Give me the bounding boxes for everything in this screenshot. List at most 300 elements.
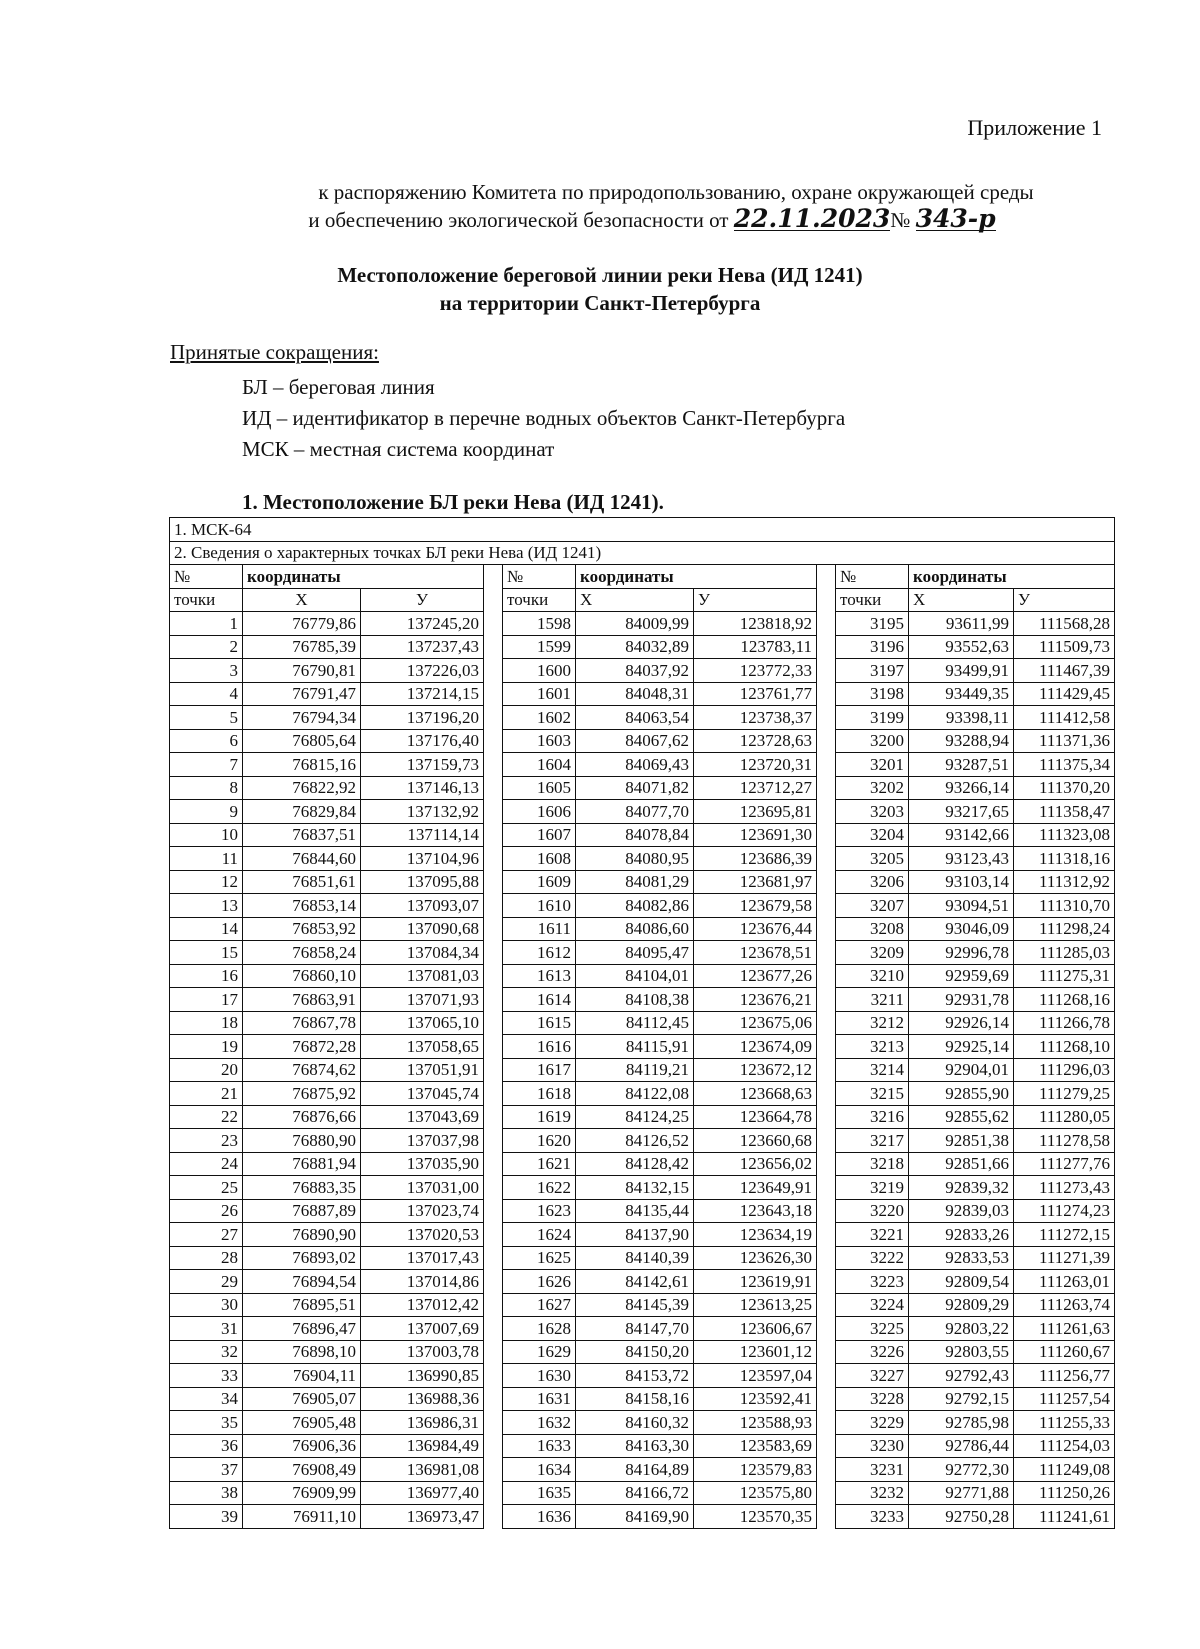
- y-coordinate-cell: 111268,16: [1014, 988, 1115, 1012]
- y-coordinate-cell: 111323,08: [1014, 823, 1115, 847]
- document-title: [0, 261, 1200, 317]
- column-gap: [817, 1387, 836, 1411]
- column-gap: [817, 1129, 836, 1153]
- col-point-header: точки: [836, 588, 909, 612]
- point-number-cell: 20: [170, 1058, 243, 1082]
- point-number-cell: 3222: [836, 1246, 909, 1270]
- y-coordinate-cell: 123674,09: [694, 1035, 817, 1059]
- order-line-2: [0, 206, 1200, 234]
- y-coordinate-cell: 137045,74: [361, 1082, 484, 1106]
- y-coordinate-cell: 123738,37: [694, 706, 817, 730]
- point-number-cell: 3205: [836, 847, 909, 871]
- point-number-cell: 39: [170, 1505, 243, 1529]
- y-coordinate-cell: 111261,63: [1014, 1317, 1115, 1341]
- column-gap: [817, 1105, 836, 1129]
- x-coordinate-cell: 93103,14: [909, 870, 1014, 894]
- y-coordinate-cell: 137114,14: [361, 823, 484, 847]
- point-number-cell: 18: [170, 1011, 243, 1035]
- y-coordinate-cell: 123643,18: [694, 1199, 817, 1223]
- y-coordinate-cell: 123668,63: [694, 1082, 817, 1106]
- point-number-cell: 1600: [503, 659, 576, 683]
- col-coords-header: координаты: [576, 565, 817, 589]
- x-coordinate-cell: 84095,47: [576, 941, 694, 965]
- x-coordinate-cell: 93552,63: [909, 635, 1014, 659]
- x-coordinate-cell: 76881,94: [243, 1152, 361, 1176]
- point-number-cell: 1620: [503, 1129, 576, 1153]
- column-gap: [817, 635, 836, 659]
- x-coordinate-cell: 93094,51: [909, 894, 1014, 918]
- column-gap: [484, 1317, 503, 1341]
- x-coordinate-cell: 93142,66: [909, 823, 1014, 847]
- x-coordinate-cell: 92839,32: [909, 1176, 1014, 1200]
- point-number-cell: 3231: [836, 1458, 909, 1482]
- y-coordinate-cell: 111255,33: [1014, 1411, 1115, 1435]
- x-coordinate-cell: 92771,88: [909, 1481, 1014, 1505]
- point-number-cell: 36: [170, 1434, 243, 1458]
- x-coordinate-cell: 92904,01: [909, 1058, 1014, 1082]
- y-coordinate-cell: 123588,93: [694, 1411, 817, 1435]
- table-row: [170, 1458, 1115, 1482]
- x-coordinate-cell: 76898,10: [243, 1340, 361, 1364]
- table-row: [170, 1293, 1115, 1317]
- x-coordinate-cell: 84163,30: [576, 1434, 694, 1458]
- point-number-cell: 3202: [836, 776, 909, 800]
- point-number-cell: 32: [170, 1340, 243, 1364]
- x-coordinate-cell: 93499,91: [909, 659, 1014, 683]
- column-gap: [484, 1082, 503, 1106]
- y-coordinate-cell: 136984,49: [361, 1434, 484, 1458]
- x-coordinate-cell: 84158,16: [576, 1387, 694, 1411]
- y-coordinate-cell: 137020,53: [361, 1223, 484, 1247]
- column-gap: [817, 823, 836, 847]
- point-number-cell: 1628: [503, 1317, 576, 1341]
- point-number-cell: 28: [170, 1246, 243, 1270]
- table-row: [170, 706, 1115, 730]
- y-coordinate-cell: 123570,35: [694, 1505, 817, 1529]
- column-gap: [484, 964, 503, 988]
- x-coordinate-cell: 76909,99: [243, 1481, 361, 1505]
- x-coordinate-cell: 92931,78: [909, 988, 1014, 1012]
- point-number-cell: 3227: [836, 1364, 909, 1388]
- x-coordinate-cell: 76805,64: [243, 729, 361, 753]
- x-coordinate-cell: 76785,39: [243, 635, 361, 659]
- point-number-cell: 14: [170, 917, 243, 941]
- y-coordinate-cell: 137245,20: [361, 612, 484, 636]
- y-coordinate-cell: 111268,10: [1014, 1035, 1115, 1059]
- y-coordinate-cell: 123626,30: [694, 1246, 817, 1270]
- y-coordinate-cell: 123575,80: [694, 1481, 817, 1505]
- y-coordinate-cell: 137031,00: [361, 1176, 484, 1200]
- table-row: [170, 1082, 1115, 1106]
- y-coordinate-cell: 137017,43: [361, 1246, 484, 1270]
- y-coordinate-cell: 123649,91: [694, 1176, 817, 1200]
- y-coordinate-cell: 111277,76: [1014, 1152, 1115, 1176]
- point-number-cell: 1605: [503, 776, 576, 800]
- x-coordinate-cell: 84124,25: [576, 1105, 694, 1129]
- y-coordinate-cell: 137159,73: [361, 753, 484, 777]
- column-gap: [484, 1246, 503, 1270]
- y-coordinate-cell: 123597,04: [694, 1364, 817, 1388]
- point-number-cell: 3196: [836, 635, 909, 659]
- y-coordinate-cell: 137012,42: [361, 1293, 484, 1317]
- table-row: [170, 1317, 1115, 1341]
- point-number-cell: 1625: [503, 1246, 576, 1270]
- point-number-cell: 1602: [503, 706, 576, 730]
- column-gap: [817, 894, 836, 918]
- y-coordinate-cell: 137093,07: [361, 894, 484, 918]
- y-coordinate-cell: 123675,06: [694, 1011, 817, 1035]
- column-gap: [817, 1481, 836, 1505]
- y-coordinate-cell: 111263,74: [1014, 1293, 1115, 1317]
- column-gap: [484, 706, 503, 730]
- point-number-cell: 1599: [503, 635, 576, 659]
- y-coordinate-cell: 111249,08: [1014, 1458, 1115, 1482]
- y-coordinate-cell: 137014,86: [361, 1270, 484, 1294]
- y-coordinate-cell: 137196,20: [361, 706, 484, 730]
- point-number-cell: 23: [170, 1129, 243, 1153]
- column-gap: [484, 800, 503, 824]
- point-number-cell: 21: [170, 1082, 243, 1106]
- point-number-cell: 15: [170, 941, 243, 965]
- point-number-cell: 1612: [503, 941, 576, 965]
- x-coordinate-cell: 92851,38: [909, 1129, 1014, 1153]
- point-number-cell: 34: [170, 1387, 243, 1411]
- x-coordinate-cell: 84009,99: [576, 612, 694, 636]
- x-coordinate-cell: 93217,65: [909, 800, 1014, 824]
- column-gap: [817, 1434, 836, 1458]
- y-coordinate-cell: 111312,92: [1014, 870, 1115, 894]
- x-coordinate-cell: 76815,16: [243, 753, 361, 777]
- table-row: [170, 753, 1115, 777]
- x-coordinate-cell: 84063,54: [576, 706, 694, 730]
- y-coordinate-cell: 111254,03: [1014, 1434, 1115, 1458]
- x-coordinate-cell: 84081,29: [576, 870, 694, 894]
- order-line-1: к распоряжению Комитета по природопользованию, охране окружающей среды: [318, 180, 1034, 204]
- x-coordinate-cell: 76908,49: [243, 1458, 361, 1482]
- table-row: [170, 1129, 1115, 1153]
- x-coordinate-cell: 76853,14: [243, 894, 361, 918]
- point-number-cell: 24: [170, 1152, 243, 1176]
- point-number-cell: 35: [170, 1411, 243, 1435]
- y-coordinate-cell: 111260,67: [1014, 1340, 1115, 1364]
- point-number-cell: 1630: [503, 1364, 576, 1388]
- point-number-cell: 25: [170, 1176, 243, 1200]
- point-number-cell: 1604: [503, 753, 576, 777]
- column-gap: [484, 894, 503, 918]
- point-number-cell: 3218: [836, 1152, 909, 1176]
- y-coordinate-cell: 137090,68: [361, 917, 484, 941]
- table-row: [170, 894, 1115, 918]
- appendix-label: Приложение 1: [967, 115, 1102, 140]
- x-coordinate-cell: 76895,51: [243, 1293, 361, 1317]
- x-coordinate-cell: 84104,01: [576, 964, 694, 988]
- column-gap: [484, 1364, 503, 1388]
- point-number-cell: 3223: [836, 1270, 909, 1294]
- x-coordinate-cell: 92809,29: [909, 1293, 1014, 1317]
- point-number-cell: 1608: [503, 847, 576, 871]
- y-coordinate-cell: 123601,12: [694, 1340, 817, 1364]
- table-row: [170, 1340, 1115, 1364]
- point-number-cell: 33: [170, 1364, 243, 1388]
- y-coordinate-cell: 111285,03: [1014, 941, 1115, 965]
- table-row: [170, 659, 1115, 683]
- order-reference: [0, 178, 1200, 234]
- y-coordinate-cell: 111273,43: [1014, 1176, 1115, 1200]
- x-coordinate-cell: 76851,61: [243, 870, 361, 894]
- x-coordinate-cell: 76872,28: [243, 1035, 361, 1059]
- point-number-cell: 3197: [836, 659, 909, 683]
- x-coordinate-cell: 84048,31: [576, 682, 694, 706]
- x-coordinate-cell: 76863,91: [243, 988, 361, 1012]
- y-coordinate-cell: 123676,21: [694, 988, 817, 1012]
- y-coordinate-cell: 123579,83: [694, 1458, 817, 1482]
- column-gap: [817, 1270, 836, 1294]
- column-gap: [817, 988, 836, 1012]
- column-gap: [484, 847, 503, 871]
- y-coordinate-cell: 137023,74: [361, 1199, 484, 1223]
- x-coordinate-cell: 84086,60: [576, 917, 694, 941]
- x-coordinate-cell: 84082,86: [576, 894, 694, 918]
- column-gap: [817, 1364, 836, 1388]
- order-number: 343-р: [915, 204, 996, 233]
- x-coordinate-cell: 84142,61: [576, 1270, 694, 1294]
- x-coordinate-cell: 92750,28: [909, 1505, 1014, 1529]
- point-number-cell: 1603: [503, 729, 576, 753]
- column-gap: [817, 1223, 836, 1247]
- x-coordinate-cell: 84078,84: [576, 823, 694, 847]
- y-coordinate-cell: 111257,54: [1014, 1387, 1115, 1411]
- y-coordinate-cell: 111370,20: [1014, 776, 1115, 800]
- x-coordinate-cell: 76853,92: [243, 917, 361, 941]
- x-coordinate-cell: 93287,51: [909, 753, 1014, 777]
- abbreviations-list: [242, 372, 845, 465]
- point-number-cell: 37: [170, 1458, 243, 1482]
- coordinate-system-cell: 1. МСК-64: [170, 518, 1115, 542]
- point-number-cell: 3209: [836, 941, 909, 965]
- y-coordinate-cell: 136986,31: [361, 1411, 484, 1435]
- column-gap: [484, 1035, 503, 1059]
- column-gap: [484, 1129, 503, 1153]
- y-coordinate-cell: 111280,05: [1014, 1105, 1115, 1129]
- abbreviation-item: ИД – идентификатор в перечне водных объектов Санкт-Петербурга: [242, 406, 846, 430]
- table-row: [170, 847, 1115, 871]
- y-coordinate-cell: 111275,31: [1014, 964, 1115, 988]
- y-coordinate-cell: 123676,44: [694, 917, 817, 941]
- y-coordinate-cell: 123664,78: [694, 1105, 817, 1129]
- col-no-header: №: [836, 565, 909, 589]
- y-coordinate-cell: 111467,39: [1014, 659, 1115, 683]
- column-gap: [484, 941, 503, 965]
- x-coordinate-cell: 93288,94: [909, 729, 1014, 753]
- y-coordinate-cell: 111310,70: [1014, 894, 1115, 918]
- table-row: [170, 776, 1115, 800]
- x-coordinate-cell: 84140,39: [576, 1246, 694, 1270]
- abbreviation-item: БЛ – береговая линия: [242, 375, 435, 399]
- column-gap: [817, 870, 836, 894]
- x-coordinate-cell: 84166,72: [576, 1481, 694, 1505]
- x-coordinate-cell: 84115,91: [576, 1035, 694, 1059]
- column-gap: [817, 1199, 836, 1223]
- order-number-label: №: [890, 208, 911, 232]
- x-coordinate-cell: 84119,21: [576, 1058, 694, 1082]
- table-info-row: [170, 541, 1115, 565]
- x-coordinate-cell: 84164,89: [576, 1458, 694, 1482]
- x-coordinate-cell: 76893,02: [243, 1246, 361, 1270]
- y-coordinate-cell: 111278,58: [1014, 1129, 1115, 1153]
- y-coordinate-cell: 123695,81: [694, 800, 817, 824]
- y-coordinate-cell: 111296,03: [1014, 1058, 1115, 1082]
- column-gap: [817, 565, 836, 589]
- x-coordinate-cell: 76822,92: [243, 776, 361, 800]
- y-coordinate-cell: 137237,43: [361, 635, 484, 659]
- point-number-cell: 27: [170, 1223, 243, 1247]
- col-coords-header: координаты: [909, 565, 1115, 589]
- point-number-cell: 7: [170, 753, 243, 777]
- column-gap: [817, 612, 836, 636]
- x-coordinate-cell: 92855,62: [909, 1105, 1014, 1129]
- column-gap: [817, 706, 836, 730]
- y-coordinate-cell: 111274,23: [1014, 1199, 1115, 1223]
- y-coordinate-cell: 111272,15: [1014, 1223, 1115, 1247]
- table-row: [170, 1058, 1115, 1082]
- point-number-cell: 1610: [503, 894, 576, 918]
- y-coordinate-cell: 136981,08: [361, 1458, 484, 1482]
- x-coordinate-cell: 76860,10: [243, 964, 361, 988]
- y-coordinate-cell: 123772,33: [694, 659, 817, 683]
- y-coordinate-cell: 137226,03: [361, 659, 484, 683]
- y-coordinate-cell: 123592,41: [694, 1387, 817, 1411]
- point-number-cell: 1624: [503, 1223, 576, 1247]
- y-coordinate-cell: 123656,02: [694, 1152, 817, 1176]
- point-number-cell: 3211: [836, 988, 909, 1012]
- point-number-cell: 1633: [503, 1434, 576, 1458]
- point-number-cell: 3: [170, 659, 243, 683]
- table-row: [170, 1246, 1115, 1270]
- x-coordinate-cell: 84128,42: [576, 1152, 694, 1176]
- y-coordinate-cell: 111371,36: [1014, 729, 1115, 753]
- point-number-cell: 16: [170, 964, 243, 988]
- col-x-header: Х: [243, 588, 361, 612]
- x-coordinate-cell: 84132,15: [576, 1176, 694, 1200]
- x-coordinate-cell: 76874,62: [243, 1058, 361, 1082]
- x-coordinate-cell: 84153,72: [576, 1364, 694, 1388]
- column-gap: [484, 565, 503, 589]
- point-number-cell: 17: [170, 988, 243, 1012]
- point-number-cell: 19: [170, 1035, 243, 1059]
- point-number-cell: 1636: [503, 1505, 576, 1529]
- x-coordinate-cell: 84108,38: [576, 988, 694, 1012]
- column-gap: [484, 1411, 503, 1435]
- y-coordinate-cell: 136973,47: [361, 1505, 484, 1529]
- y-coordinate-cell: 111263,01: [1014, 1270, 1115, 1294]
- table-row: [170, 988, 1115, 1012]
- y-coordinate-cell: 137095,88: [361, 870, 484, 894]
- x-coordinate-cell: 84112,45: [576, 1011, 694, 1035]
- x-coordinate-cell: 76779,86: [243, 612, 361, 636]
- point-number-cell: 3206: [836, 870, 909, 894]
- point-number-cell: 10: [170, 823, 243, 847]
- table-row: [170, 1481, 1115, 1505]
- x-coordinate-cell: 92839,03: [909, 1199, 1014, 1223]
- point-number-cell: 1601: [503, 682, 576, 706]
- x-coordinate-cell: 84069,43: [576, 753, 694, 777]
- column-gap: [817, 729, 836, 753]
- y-coordinate-cell: 111279,25: [1014, 1082, 1115, 1106]
- col-coords-header: координаты: [243, 565, 484, 589]
- column-gap: [817, 776, 836, 800]
- column-gap: [484, 753, 503, 777]
- point-number-cell: 3219: [836, 1176, 909, 1200]
- y-coordinate-cell: 111412,58: [1014, 706, 1115, 730]
- column-gap: [484, 988, 503, 1012]
- y-coordinate-cell: 137176,40: [361, 729, 484, 753]
- point-number-cell: 3228: [836, 1387, 909, 1411]
- column-gap: [484, 1387, 503, 1411]
- x-coordinate-cell: 92833,26: [909, 1223, 1014, 1247]
- y-coordinate-cell: 111250,26: [1014, 1481, 1115, 1505]
- point-number-cell: 6: [170, 729, 243, 753]
- point-number-cell: 3195: [836, 612, 909, 636]
- column-gap: [817, 917, 836, 941]
- column-gap: [817, 1152, 836, 1176]
- x-coordinate-cell: 84135,44: [576, 1199, 694, 1223]
- x-coordinate-cell: 84071,82: [576, 776, 694, 800]
- x-coordinate-cell: 92855,90: [909, 1082, 1014, 1106]
- x-coordinate-cell: 84077,70: [576, 800, 694, 824]
- column-gap: [484, 1340, 503, 1364]
- point-number-cell: 22: [170, 1105, 243, 1129]
- point-number-cell: 1629: [503, 1340, 576, 1364]
- column-gap: [817, 1505, 836, 1529]
- column-gap: [484, 682, 503, 706]
- x-coordinate-cell: 76829,84: [243, 800, 361, 824]
- x-coordinate-cell: 92803,22: [909, 1317, 1014, 1341]
- column-gap: [817, 847, 836, 871]
- column-gap: [484, 776, 503, 800]
- x-coordinate-cell: 92833,53: [909, 1246, 1014, 1270]
- table-row: [170, 800, 1115, 824]
- table-row: [170, 823, 1115, 847]
- x-coordinate-cell: 84037,92: [576, 659, 694, 683]
- y-coordinate-cell: 111241,61: [1014, 1505, 1115, 1529]
- point-number-cell: 3213: [836, 1035, 909, 1059]
- y-coordinate-cell: 123634,19: [694, 1223, 817, 1247]
- point-number-cell: 5: [170, 706, 243, 730]
- column-gap: [484, 612, 503, 636]
- y-coordinate-cell: 111256,77: [1014, 1364, 1115, 1388]
- column-gap: [484, 1176, 503, 1200]
- x-coordinate-cell: 92786,44: [909, 1434, 1014, 1458]
- y-coordinate-cell: 137071,93: [361, 988, 484, 1012]
- y-coordinate-cell: 137037,98: [361, 1129, 484, 1153]
- column-gap: [817, 1011, 836, 1035]
- x-coordinate-cell: 76904,11: [243, 1364, 361, 1388]
- table-row: [170, 612, 1115, 636]
- point-number-cell: 38: [170, 1481, 243, 1505]
- y-coordinate-cell: 137081,03: [361, 964, 484, 988]
- x-coordinate-cell: 93398,11: [909, 706, 1014, 730]
- point-number-cell: 3224: [836, 1293, 909, 1317]
- table-row: [170, 1011, 1115, 1035]
- column-gap: [817, 1035, 836, 1059]
- x-coordinate-cell: 76867,78: [243, 1011, 361, 1035]
- table-row: [170, 1505, 1115, 1529]
- y-coordinate-cell: 111358,47: [1014, 800, 1115, 824]
- y-coordinate-cell: 111318,16: [1014, 847, 1115, 871]
- point-number-cell: 3230: [836, 1434, 909, 1458]
- point-number-cell: 3214: [836, 1058, 909, 1082]
- y-coordinate-cell: 137051,91: [361, 1058, 484, 1082]
